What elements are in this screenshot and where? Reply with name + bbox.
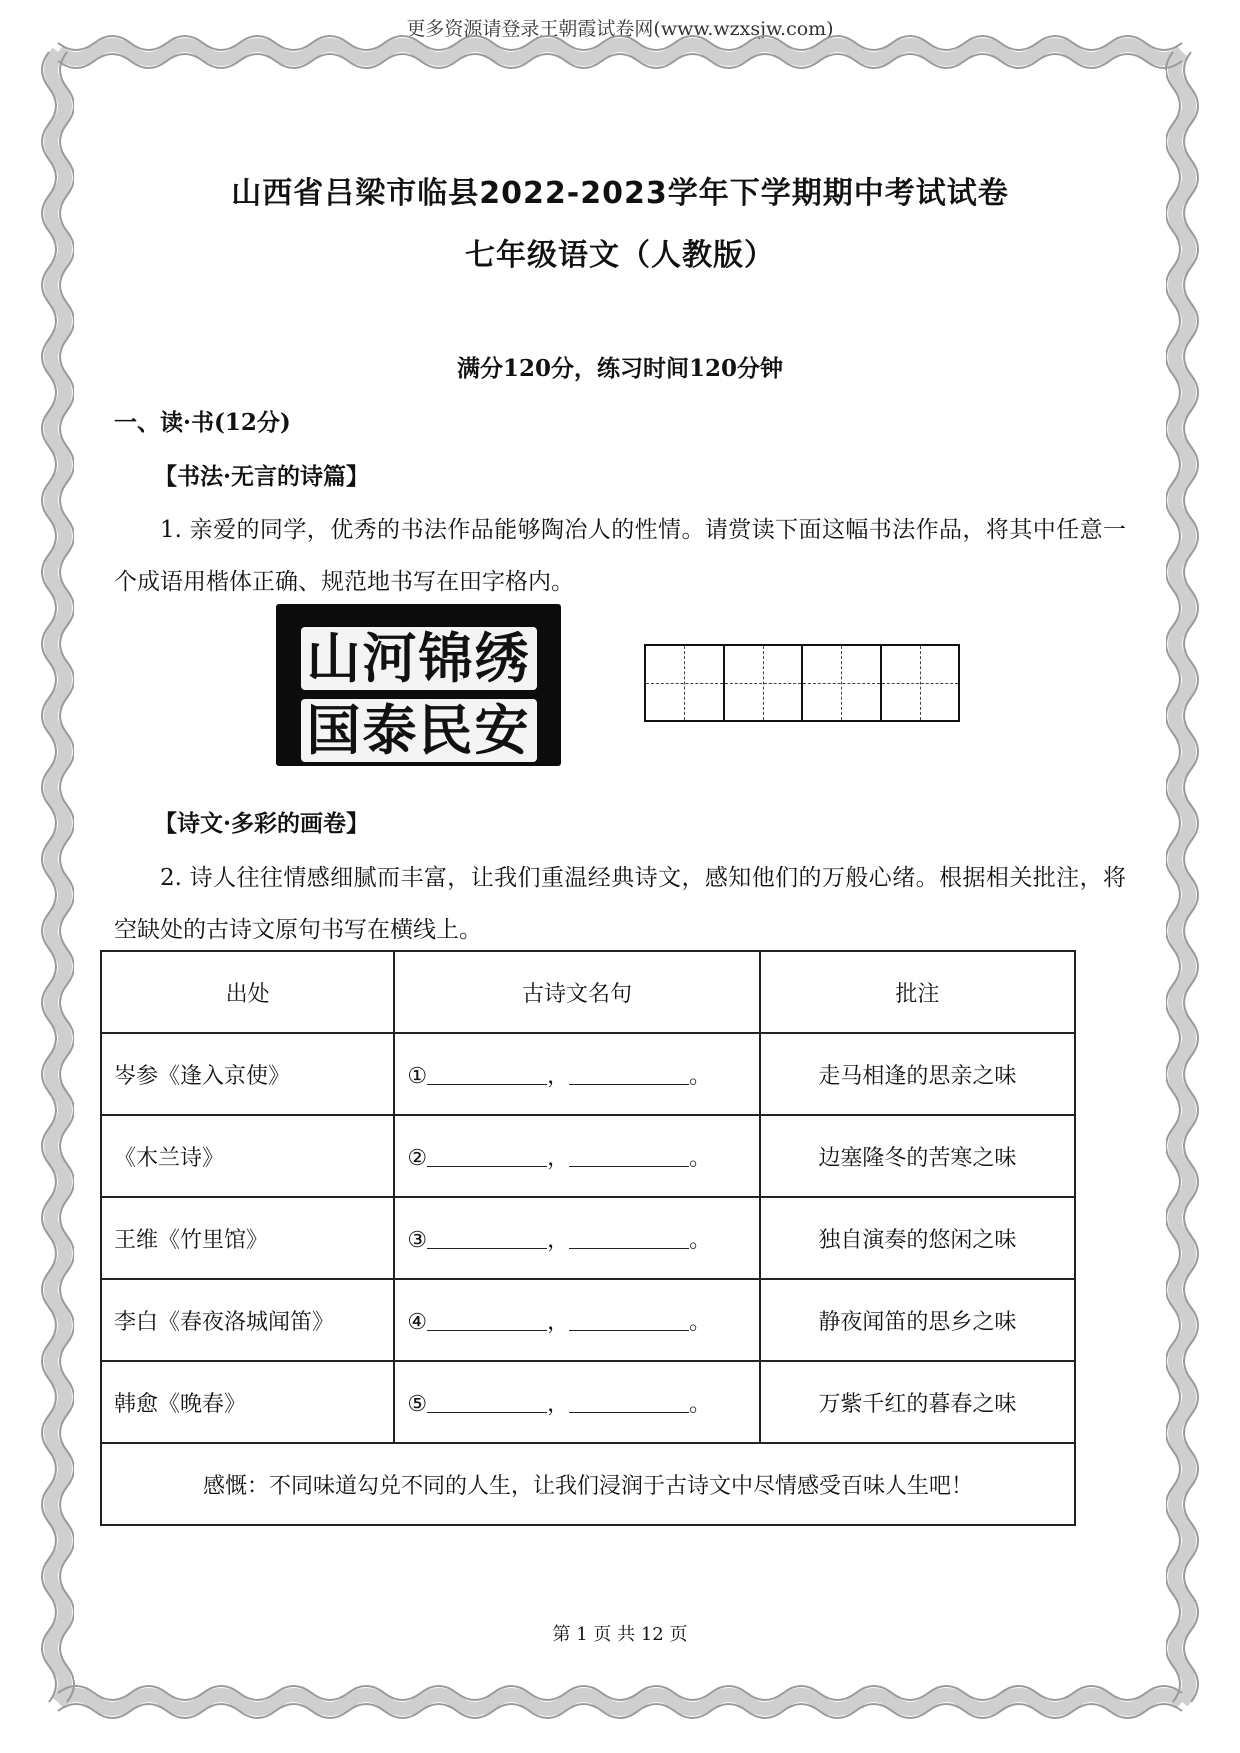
border-wave <box>51 52 65 1702</box>
table-row <box>101 1033 1075 1115</box>
question-2: 2. 诗人往往情感细腻而丰富，让我们重温经典诗文，感知他们的万般心绪。根据相关批注，将空缺处的古诗文原句书写在横线上。 <box>114 865 1126 943</box>
header-note: 批注 <box>760 951 1075 1033</box>
poem-source: 《木兰诗》 <box>101 1115 394 1197</box>
answer-blank[interactable] <box>427 1064 547 1085</box>
answer-blank[interactable] <box>427 1228 547 1249</box>
comma: ， <box>547 1063 570 1089</box>
subsection-calligraphy: 【书法·无言的诗篇】 <box>154 463 370 490</box>
exam-page <box>74 70 1166 1680</box>
poem-blank-line[interactable] <box>394 1361 759 1443</box>
table-row <box>101 1361 1075 1443</box>
grid-cell[interactable] <box>646 646 725 720</box>
question-1: 1. 亲爱的同学，优秀的书法作品能够陶冶人的性情。请赏读下面这幅书法作品，将其中任意一个成语用楷体正确、规范地书写在田字格内。 <box>114 517 1126 595</box>
table-row <box>101 1115 1075 1197</box>
poem-note: 独自演奏的悠闲之味 <box>760 1197 1075 1279</box>
answer-blank[interactable] <box>569 1392 689 1413</box>
header-line: 古诗文名句 <box>394 951 759 1033</box>
poem-source: 李白《春夜洛城闻笛》 <box>101 1279 394 1361</box>
page-number: 第 1 页 共 12 页 <box>552 1624 688 1645</box>
border-wave <box>1175 52 1189 1702</box>
site-header: 更多资源请登录王朝霞试卷网(www.wzxsjw.com) <box>406 18 834 40</box>
comma: ， <box>547 1145 570 1171</box>
answer-blank[interactable] <box>427 1146 547 1167</box>
table-footer-row <box>101 1443 1075 1525</box>
section-heading: 一、读·书(12分) <box>114 409 291 436</box>
poem-blank-line[interactable] <box>394 1115 759 1197</box>
exam-subtitle: 七年级语文（人教版） <box>465 238 775 273</box>
table-row <box>101 1197 1075 1279</box>
blank-marker: ② <box>407 1145 428 1171</box>
blank-marker: ③ <box>407 1227 428 1253</box>
comma: ， <box>547 1391 570 1417</box>
tianzige-grid[interactable] <box>644 644 960 722</box>
period: 。 <box>689 1391 712 1417</box>
grid-cell[interactable] <box>725 646 804 720</box>
poem-source: 韩愈《晚春》 <box>101 1361 394 1443</box>
poem-source: 岑参《逢入京使》 <box>101 1033 394 1115</box>
period: 。 <box>689 1309 712 1335</box>
period: 。 <box>689 1227 712 1253</box>
exam-title: 山西省吕梁市临县2022-2023学年下学期期中考试试卷 <box>231 176 1009 211</box>
answer-blank[interactable] <box>569 1228 689 1249</box>
answer-blank[interactable] <box>569 1310 689 1331</box>
answer-blank[interactable] <box>569 1146 689 1167</box>
grid-cell[interactable] <box>882 646 959 720</box>
period: 。 <box>689 1063 712 1089</box>
poem-source: 王维《竹里馆》 <box>101 1197 394 1279</box>
poem-blank-line[interactable] <box>394 1033 759 1115</box>
poem-blank-line[interactable] <box>394 1197 759 1279</box>
period: 。 <box>689 1145 712 1171</box>
answer-blank[interactable] <box>427 1310 547 1331</box>
poem-blank-line[interactable] <box>394 1279 759 1361</box>
table-header-row <box>101 951 1075 1033</box>
border-wave <box>58 1695 1182 1709</box>
border-wave <box>58 45 1182 59</box>
poem-note: 走马相逢的思亲之味 <box>760 1033 1075 1115</box>
poetry-table <box>100 950 1076 1526</box>
poem-note: 边塞隆冬的苦寒之味 <box>760 1115 1075 1197</box>
calligraphy-line-1: 山河锦绣 <box>276 616 561 693</box>
header-source: 出处 <box>101 951 394 1033</box>
subsection-poetry: 【诗文·多彩的画卷】 <box>154 810 370 837</box>
blank-marker: ④ <box>407 1309 428 1335</box>
blank-marker: ① <box>407 1063 428 1089</box>
poem-note: 万紫千红的暮春之味 <box>760 1361 1075 1443</box>
calligraphy-line-2: 国泰民安 <box>276 688 561 765</box>
blank-marker: ⑤ <box>407 1391 428 1417</box>
grid-cell[interactable] <box>803 646 882 720</box>
comma: ， <box>547 1309 570 1335</box>
comma: ， <box>547 1227 570 1253</box>
score-info: 满分120分，练习时间120分钟 <box>456 355 784 382</box>
table-row <box>101 1279 1075 1361</box>
poem-note: 静夜闻笛的思乡之味 <box>760 1279 1075 1361</box>
answer-blank[interactable] <box>427 1392 547 1413</box>
answer-blank[interactable] <box>569 1064 689 1085</box>
calligraphy-image <box>276 604 561 766</box>
table-footer: 感慨：不同味道勾兑不同的人生，让我们浸润于古诗文中尽情感受百味人生吧！ <box>101 1443 1075 1525</box>
